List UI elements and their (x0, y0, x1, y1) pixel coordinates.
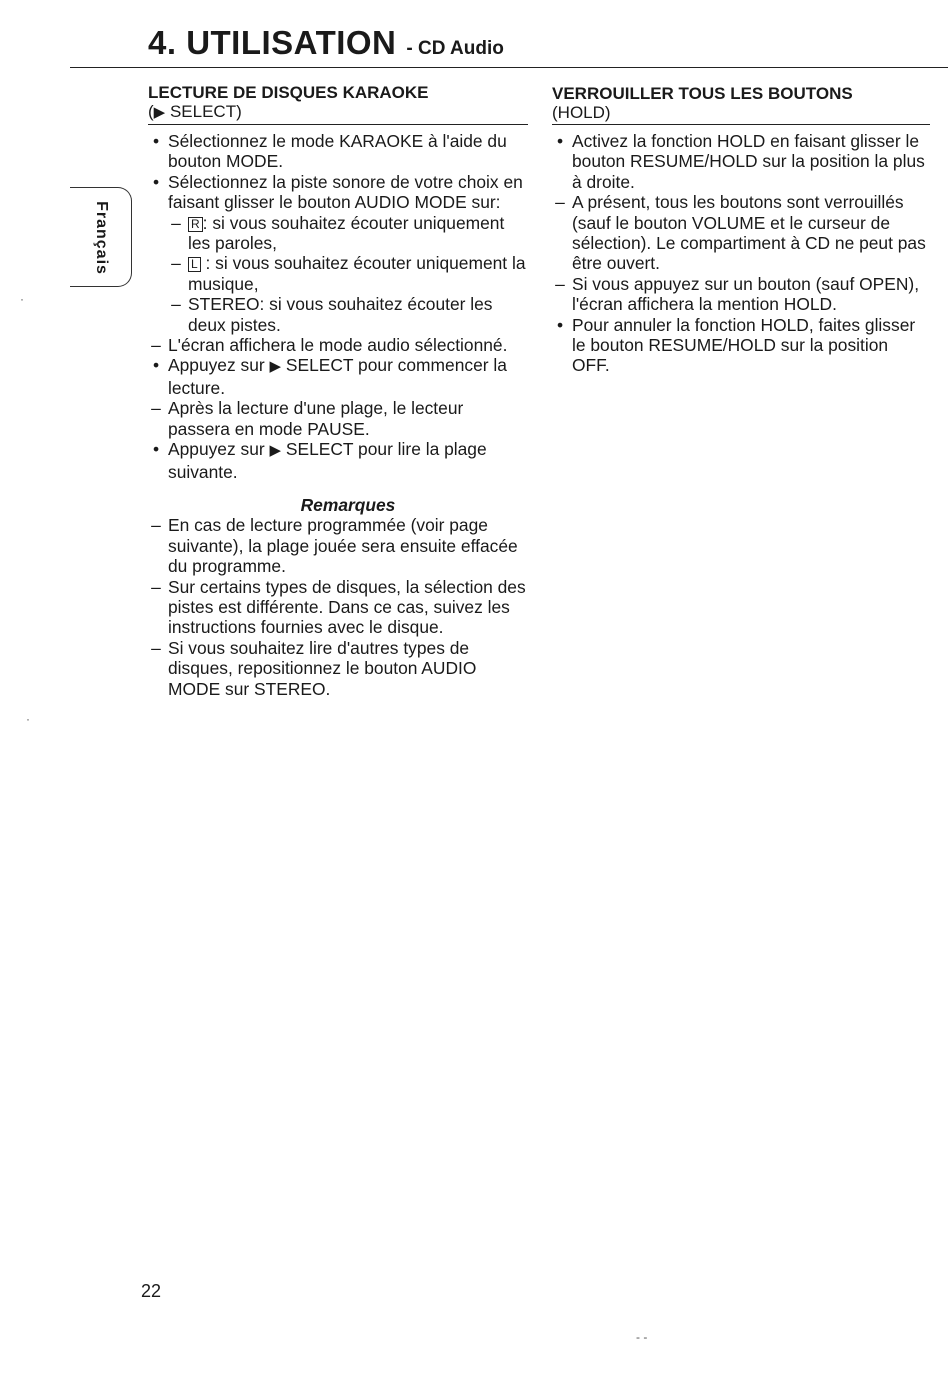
list-item: – L : si vous souhaitez écouter uniquement la musique, (148, 253, 528, 294)
list-item: – Après la lecture d'une plage, le lecteur passera en mode PAUSE. (148, 398, 528, 439)
bullet-marker: • (152, 355, 160, 376)
list-item: • Appuyez sur ▶ SELECT pour commencer la lecture. (148, 355, 528, 398)
scan-speck: ‐ ‐ (636, 1330, 648, 1344)
left-channel-icon: L (188, 257, 201, 272)
dash-marker: – (151, 576, 161, 597)
play-icon: ▶ (269, 358, 282, 376)
page-subtitle: - CD Audio (406, 38, 504, 59)
dash-marker: – (555, 192, 565, 213)
left-column (148, 83, 528, 699)
dash-marker: – (151, 515, 161, 536)
dash-marker: – (171, 253, 181, 274)
dash-marker: – (171, 294, 181, 315)
dash-marker: – (555, 273, 565, 294)
dash-marker: – (171, 212, 181, 233)
list-item: • Sélectionnez la piste sonore de votre choix en faisant glisser le bouton AUDIO MODE sur: (148, 172, 528, 213)
bullet-marker: • (152, 131, 160, 151)
scan-speck: · (26, 712, 30, 726)
language-tab (70, 187, 132, 287)
right-column (552, 84, 930, 376)
list-item: • Activez la fonction HOLD en faisant glisser le bouton RESUME/HOLD sur la position la plus à droite. (552, 131, 930, 192)
list-item: – L'écran affichera le mode audio sélectionné. (148, 335, 528, 355)
language-tab-label: Français (93, 201, 110, 275)
dash-marker: – (151, 335, 161, 356)
dash-marker: – (151, 637, 161, 658)
list-item: – A présent, tous les boutons sont verrouillés (sauf le bouton VOLUME et le curseur de sélection). Le compartiment à CD ne peut pas être ouvert. (552, 192, 930, 274)
hold-subheading: (HOLD) (552, 103, 930, 125)
karaoke-heading: LECTURE DE DISQUES KARAOKE (148, 83, 429, 102)
play-icon: ▶ (269, 442, 282, 460)
list-item: – STEREO: si vous souhaitez écouter les deux pistes. (148, 294, 528, 335)
page-title: 4. UTILISATION (148, 24, 397, 61)
list-item: • Sélectionnez le mode KARAOKE à l'aide du bouton MODE. (148, 131, 528, 172)
bullet-marker: • (152, 439, 160, 460)
page-number: 22 (141, 1281, 162, 1301)
bullet-marker: • (556, 314, 564, 335)
scan-speck: · (20, 292, 24, 306)
bullet-marker: • (152, 171, 160, 192)
page-header (148, 24, 504, 62)
dash-marker: – (151, 398, 161, 419)
bullet-marker: • (556, 131, 564, 151)
list-item: – Si vous appuyez sur un bouton (sauf OPEN), l'écran affichera la mention HOLD. (552, 274, 930, 315)
list-item: – R : si vous souhaitez écouter uniquement les paroles, (148, 213, 528, 254)
note-item: – En cas de lecture programmée (voir page suivante), la plage jouée sera ensuite effacée du programme. (148, 515, 528, 576)
karaoke-subheading: (▶ SELECT) (148, 102, 528, 125)
notes-heading: Remarques (300, 494, 396, 515)
list-item: • Appuyez sur ▶ SELECT pour lire la plage suivante. (148, 439, 528, 482)
play-icon: ▶ (153, 104, 166, 121)
note-item: – Si vous souhaitez lire d'autres types de disques, repositionnez le bouton AUDIO MODE sur STEREO. (148, 638, 528, 699)
right-channel-icon: R (188, 217, 203, 232)
note-item: – Sur certains types de disques, la sélection des pistes est différente. Dans ce cas, suivez les instructions fournies avec le disque. (148, 577, 528, 638)
hold-heading: VERROUILLER TOUS LES BOUTONS (552, 84, 853, 103)
header-rule (70, 67, 948, 68)
list-item: • Pour annuler la fonction HOLD, faites glisser le bouton RESUME/HOLD sur la position OFF. (552, 315, 930, 376)
